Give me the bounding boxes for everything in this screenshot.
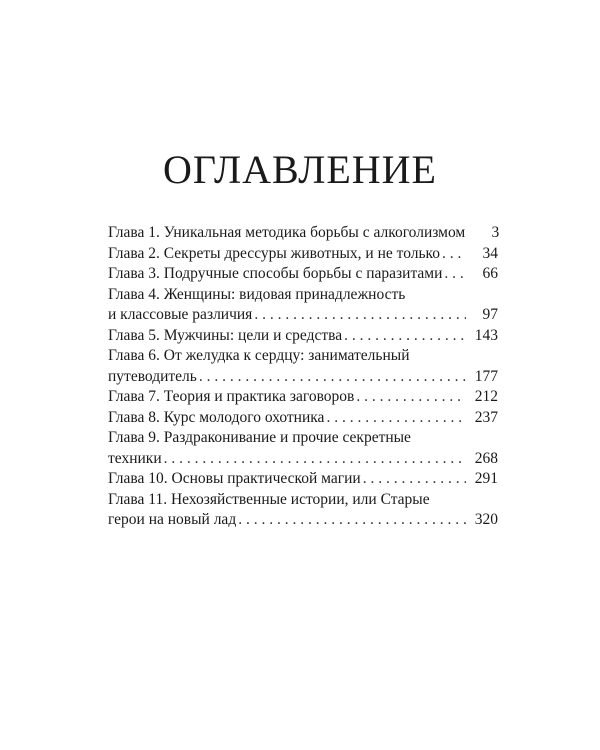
toc-entry-title: Глава 2. Секреты дрессуры животных, и не только [108,244,441,262]
toc-entry-line [108,449,498,470]
toc-entry-line [108,346,498,367]
toc-dot-leader [326,408,466,429]
toc-dot-leader [254,305,466,326]
page-title: ОГЛАВЛЕНИЕ [163,147,437,192]
toc-entry-title: Глава 7. Теория и практика заговоров [108,388,355,405]
toc-entry[interactable] [108,264,498,285]
toc-entry-line [108,387,498,408]
toc-page-number: 212 [474,388,498,405]
toc-dot-leader [444,264,466,285]
toc-entry-title: путеводитель [108,367,197,385]
toc-dot-leader [238,510,466,531]
toc-entry-line [108,469,498,490]
toc-entry-line [108,285,498,306]
toc-entry-title: Глава 1. Уникальная методика борьбы с алкоголизмом [108,224,466,241]
toc-dot-leader [356,387,466,408]
toc-page-number: 97 [482,306,498,323]
toc-entry-title: Глава 11. Нехозяйственные истории, или Старые [108,490,430,508]
toc-page-number: 143 [474,326,498,344]
toc-entry-line [108,408,498,429]
toc-page-number: 177 [474,367,498,385]
toc-dot-leader [199,367,466,388]
toc-dot-leader [164,449,466,470]
toc-entry-title: Глава 6. От желудка к сердцу: занимательный [108,347,410,364]
toc-entry-title: Глава 8. Курс молодого охотника [108,408,325,426]
toc-entry[interactable] [108,223,498,244]
toc-entry-line [108,490,498,511]
toc-entry-title: герои на новый лад [108,511,237,528]
table-of-contents [108,223,498,531]
toc-entry[interactable] [108,490,498,531]
toc-entry[interactable] [108,326,498,347]
toc-entry[interactable] [108,469,498,490]
toc-entry-title: техники [108,449,162,467]
toc-entry-line [108,264,498,285]
toc-entry[interactable] [108,428,498,469]
toc-entry-title: и классовые различия [108,306,253,323]
toc-page-number: 66 [482,265,498,282]
toc-entry-line [108,428,498,449]
toc-page-number: 291 [474,470,498,487]
toc-entry-title: Глава 5. Мужчины: цели и средства [108,326,343,344]
toc-entry-line [108,305,498,326]
toc-page-number: 3 [491,224,500,241]
toc-entry[interactable] [108,244,498,265]
toc-entry-line [108,326,498,347]
toc-page-number: 268 [474,449,498,467]
toc-entry-title: Глава 10. Основы практической магии [108,470,361,487]
toc-page-number: 237 [474,408,498,426]
toc-dot-leader [442,244,466,265]
toc-entry-title: Глава 9. Раздраконивание и прочие секретные [108,429,411,446]
toc-entry[interactable] [108,408,498,429]
toc-entry-line [108,367,498,388]
toc-entry-line [108,244,498,265]
toc-entry[interactable] [108,346,498,387]
toc-entry-line [108,223,498,244]
toc-page-number: 320 [474,511,498,528]
toc-entry[interactable] [108,285,498,326]
toc-dot-leader [344,326,466,347]
toc-entry[interactable] [108,387,498,408]
toc-entry-line [108,510,498,531]
toc-page-number: 34 [482,244,498,262]
toc-entry-title: Глава 4. Женщины: видовая принадлежность [108,285,406,303]
toc-entry-title: Глава 3. Подручные способы борьбы с паразитами [108,265,443,282]
toc-dot-leader [363,469,466,490]
